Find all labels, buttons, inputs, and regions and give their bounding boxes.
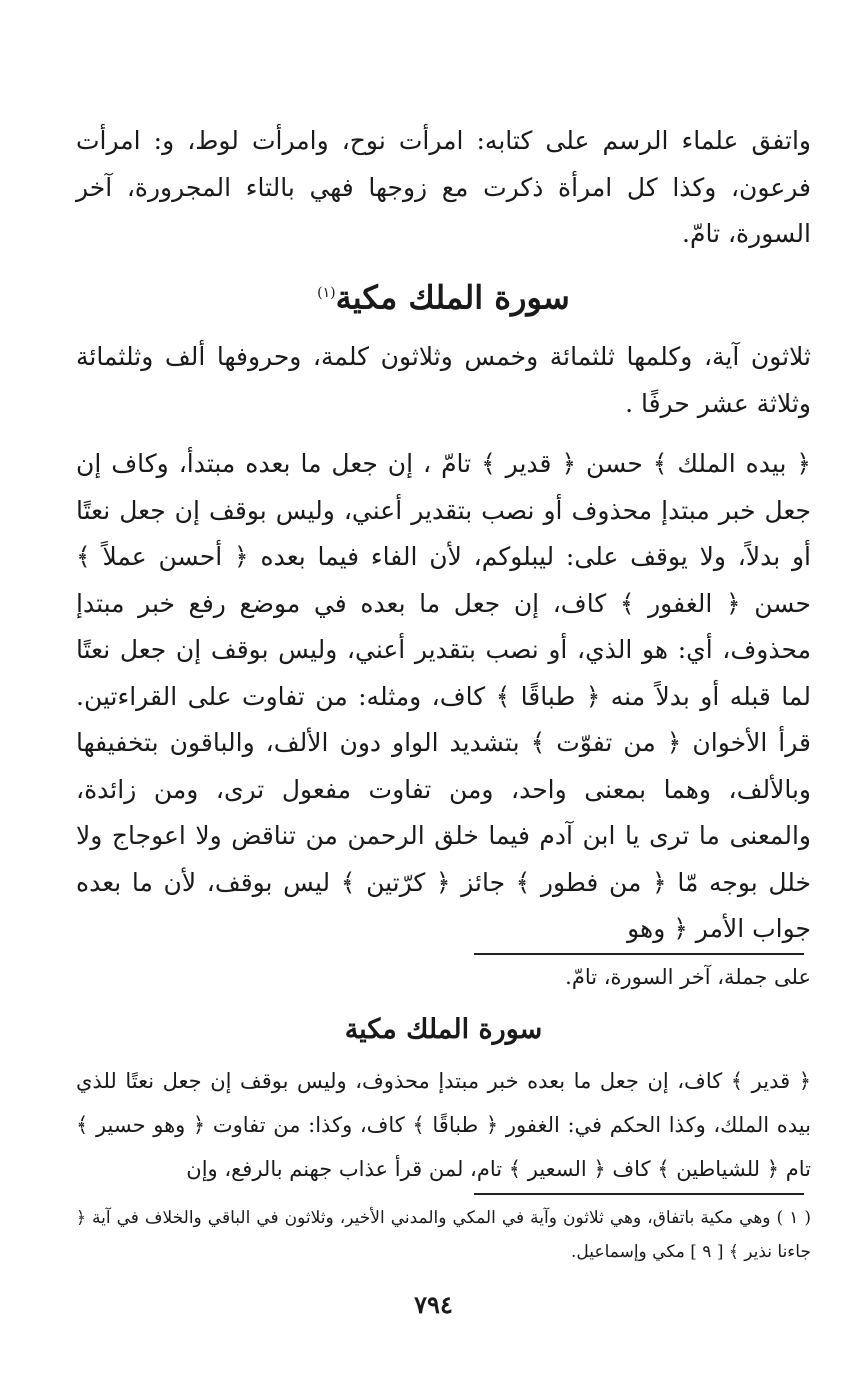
continuation-line: على جملة، آخر السورة، تامّ. bbox=[565, 964, 811, 989]
page-number: ٧٩٤ bbox=[414, 1290, 453, 1319]
opening-paragraph: واتفق علماء الرسم على كتابه: امرأت نوح، وامرأت لوط، و: امرأت فرعون، وكذا كل امرأة ذكرت مع زوجها فهي بالتاء المجرورة، آخر السورة، تامّ. bbox=[76, 126, 811, 248]
second-surah-title: سورة الملك مكية bbox=[344, 1013, 543, 1045]
surah-title bbox=[76, 268, 811, 323]
section-divider bbox=[474, 953, 804, 955]
surah-title-text: سورة الملك مكية bbox=[335, 278, 570, 317]
second-paragraph: ﴿ قدير ﴾ كاف، إن جعل ما بعده خبر مبتدإ محذوف، وليس بوقف إن جعل نعتًا للذي بيده الملك، وكذا الحكم في: الغفور ﴿ طباقًا ﴾ كاف، وكذا: من تفاوت ﴿ وهو حسير ﴾ تام ﴿ للشياطين ﴾ كاف ﴿ السعير ﴾ تام، لمن قرأ عذاب جهنم بالرفع، وإن bbox=[76, 1068, 811, 1181]
page-body bbox=[76, 118, 811, 1269]
counts-paragraph: ثلاثون آية، وكلمها ثلثمائة وخمس وثلاثون كلمة، وحروفها ألف وثلثمائة وثلاثة عشر حرفًا . bbox=[76, 342, 811, 418]
footnote-divider bbox=[474, 1193, 804, 1195]
commentary-paragraph: ﴿ بيده الملك ﴾ حسن ﴿ قدير ﴾ تامّ ، إن جعل ما بعده مبتدأ، وكاف إن جعل خبر مبتدإ محذوف أو نصب بتقدير أعني، وليس بوقف إن جعل نعتًا أو بدلاً، ولا يوقف على: ليبلوكم، لأن الفاء فيما بعده ﴿ أحسن عملاً ﴾ حسن ﴿ الغفور ﴾ كاف، إن جعل ما بعده في موضع رفع خبر مبتدإ محذوف، أي: هو الذي، أو نصب بتقدير أعني، وليس بوقف إن جعل نعتًا لما قبله أو بدلاً منه ﴿ طباقًا ﴾ كاف، ومثله: من تفاوت على القراءتين. قرأ الأخوان ﴿ من تفوّت ﴾ بتشديد الواو دون الألف، والباقون بتخفيفها وبالألف، وهما بمعنى واحد، ومن تفاوت مفعول ترى، ومن زائدة، والمعنى ما ترى يا ابن آدم فيما خلق الرحمن من تناقض ولا اعوجاج ولا خلل بوجه مّا ﴿ من فطور ﴾ جائز ﴿ كرّتين ﴾ ليس بوقف، لأن ما بعده جواب الأمر ﴿ وهو bbox=[76, 449, 811, 944]
footnote-ref[interactable]: (١) bbox=[317, 284, 336, 301]
footnote: ( ١ ) وهي مكية باتفاق، وهي ثلاثون وآية في المكي والمدني الأخير، وثلاثون في الباقي والخلاف في آية ﴿ جاءنا نذير ﴾ [ ٩ ] مكي وإسماعيل. bbox=[76, 1207, 811, 1262]
